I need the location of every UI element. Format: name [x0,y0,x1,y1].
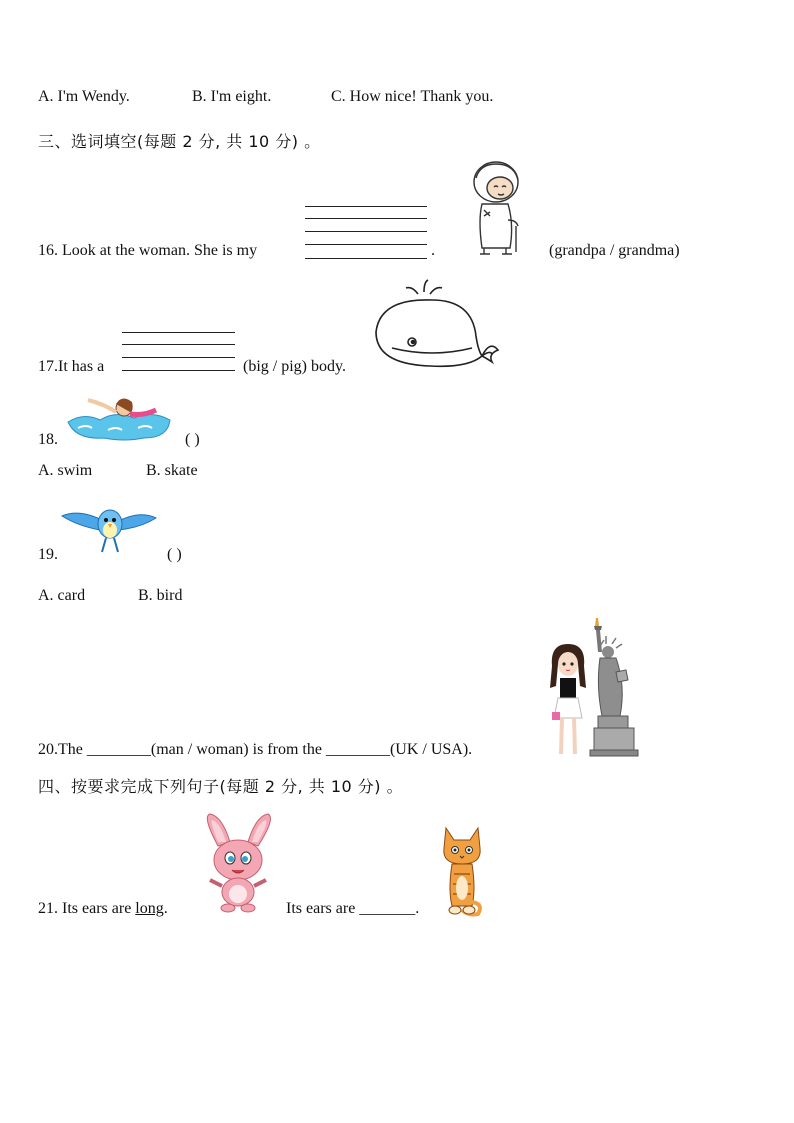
writing-line [305,258,427,259]
underlined-word: long [135,900,164,917]
swimming-girl-illustration [64,392,174,444]
question-19-option-b: B. bird [138,587,183,604]
section-4-heading: 四、按要求完成下列句子(每题 2 分, 共 10 分) 。 [38,777,404,796]
question-16-text: 16. Look at the woman. She is my [38,242,258,259]
writing-line [305,244,427,245]
writing-line [305,231,427,232]
question-21-period: . [163,900,168,917]
question-17-after: (big / pig) body. [243,358,346,375]
question-21-sentence-1 [38,900,168,918]
question-18-number: 18. [38,431,58,448]
question-16-choices: (grandpa / grandma) [549,242,680,259]
question-21-sentence-2: Its ears are _______. [286,900,420,917]
question-16-period: . [431,242,435,259]
question-21-part1: 21. Its ears are [38,900,136,917]
question-18-option-a: A. swim [38,462,93,479]
option-c: C. How nice! Thank you. [331,88,494,105]
statue-of-liberty-illustration [586,616,642,758]
writing-line [122,332,235,333]
cat-illustration [438,824,486,916]
question-18-answer-paren: ( ) [185,431,200,448]
girl-illustration [546,642,590,758]
whale-illustration [372,280,502,372]
writing-line [305,206,427,207]
option-a: A. I'm Wendy. [38,88,130,105]
question-19-option-a: A. card [38,587,86,604]
writing-line [122,370,235,371]
option-b: B. I'm eight. [192,88,272,105]
rabbit-illustration [196,812,280,914]
writing-line [122,344,235,345]
question-19-number: 19. [38,546,58,563]
grandma-illustration [460,160,530,256]
question-19-answer-paren: ( ) [167,546,182,563]
question-17-before: 17.It has a [38,358,105,375]
bird-illustration [60,500,158,560]
writing-line [122,357,235,358]
question-18-option-b: B. skate [146,462,198,479]
section-3-heading: 三、选词填空(每题 2 分, 共 10 分) 。 [38,132,321,151]
question-20-text: 20.The ________(man / woman) is from the ________(UK / USA). [38,741,473,758]
writing-line [305,218,427,219]
